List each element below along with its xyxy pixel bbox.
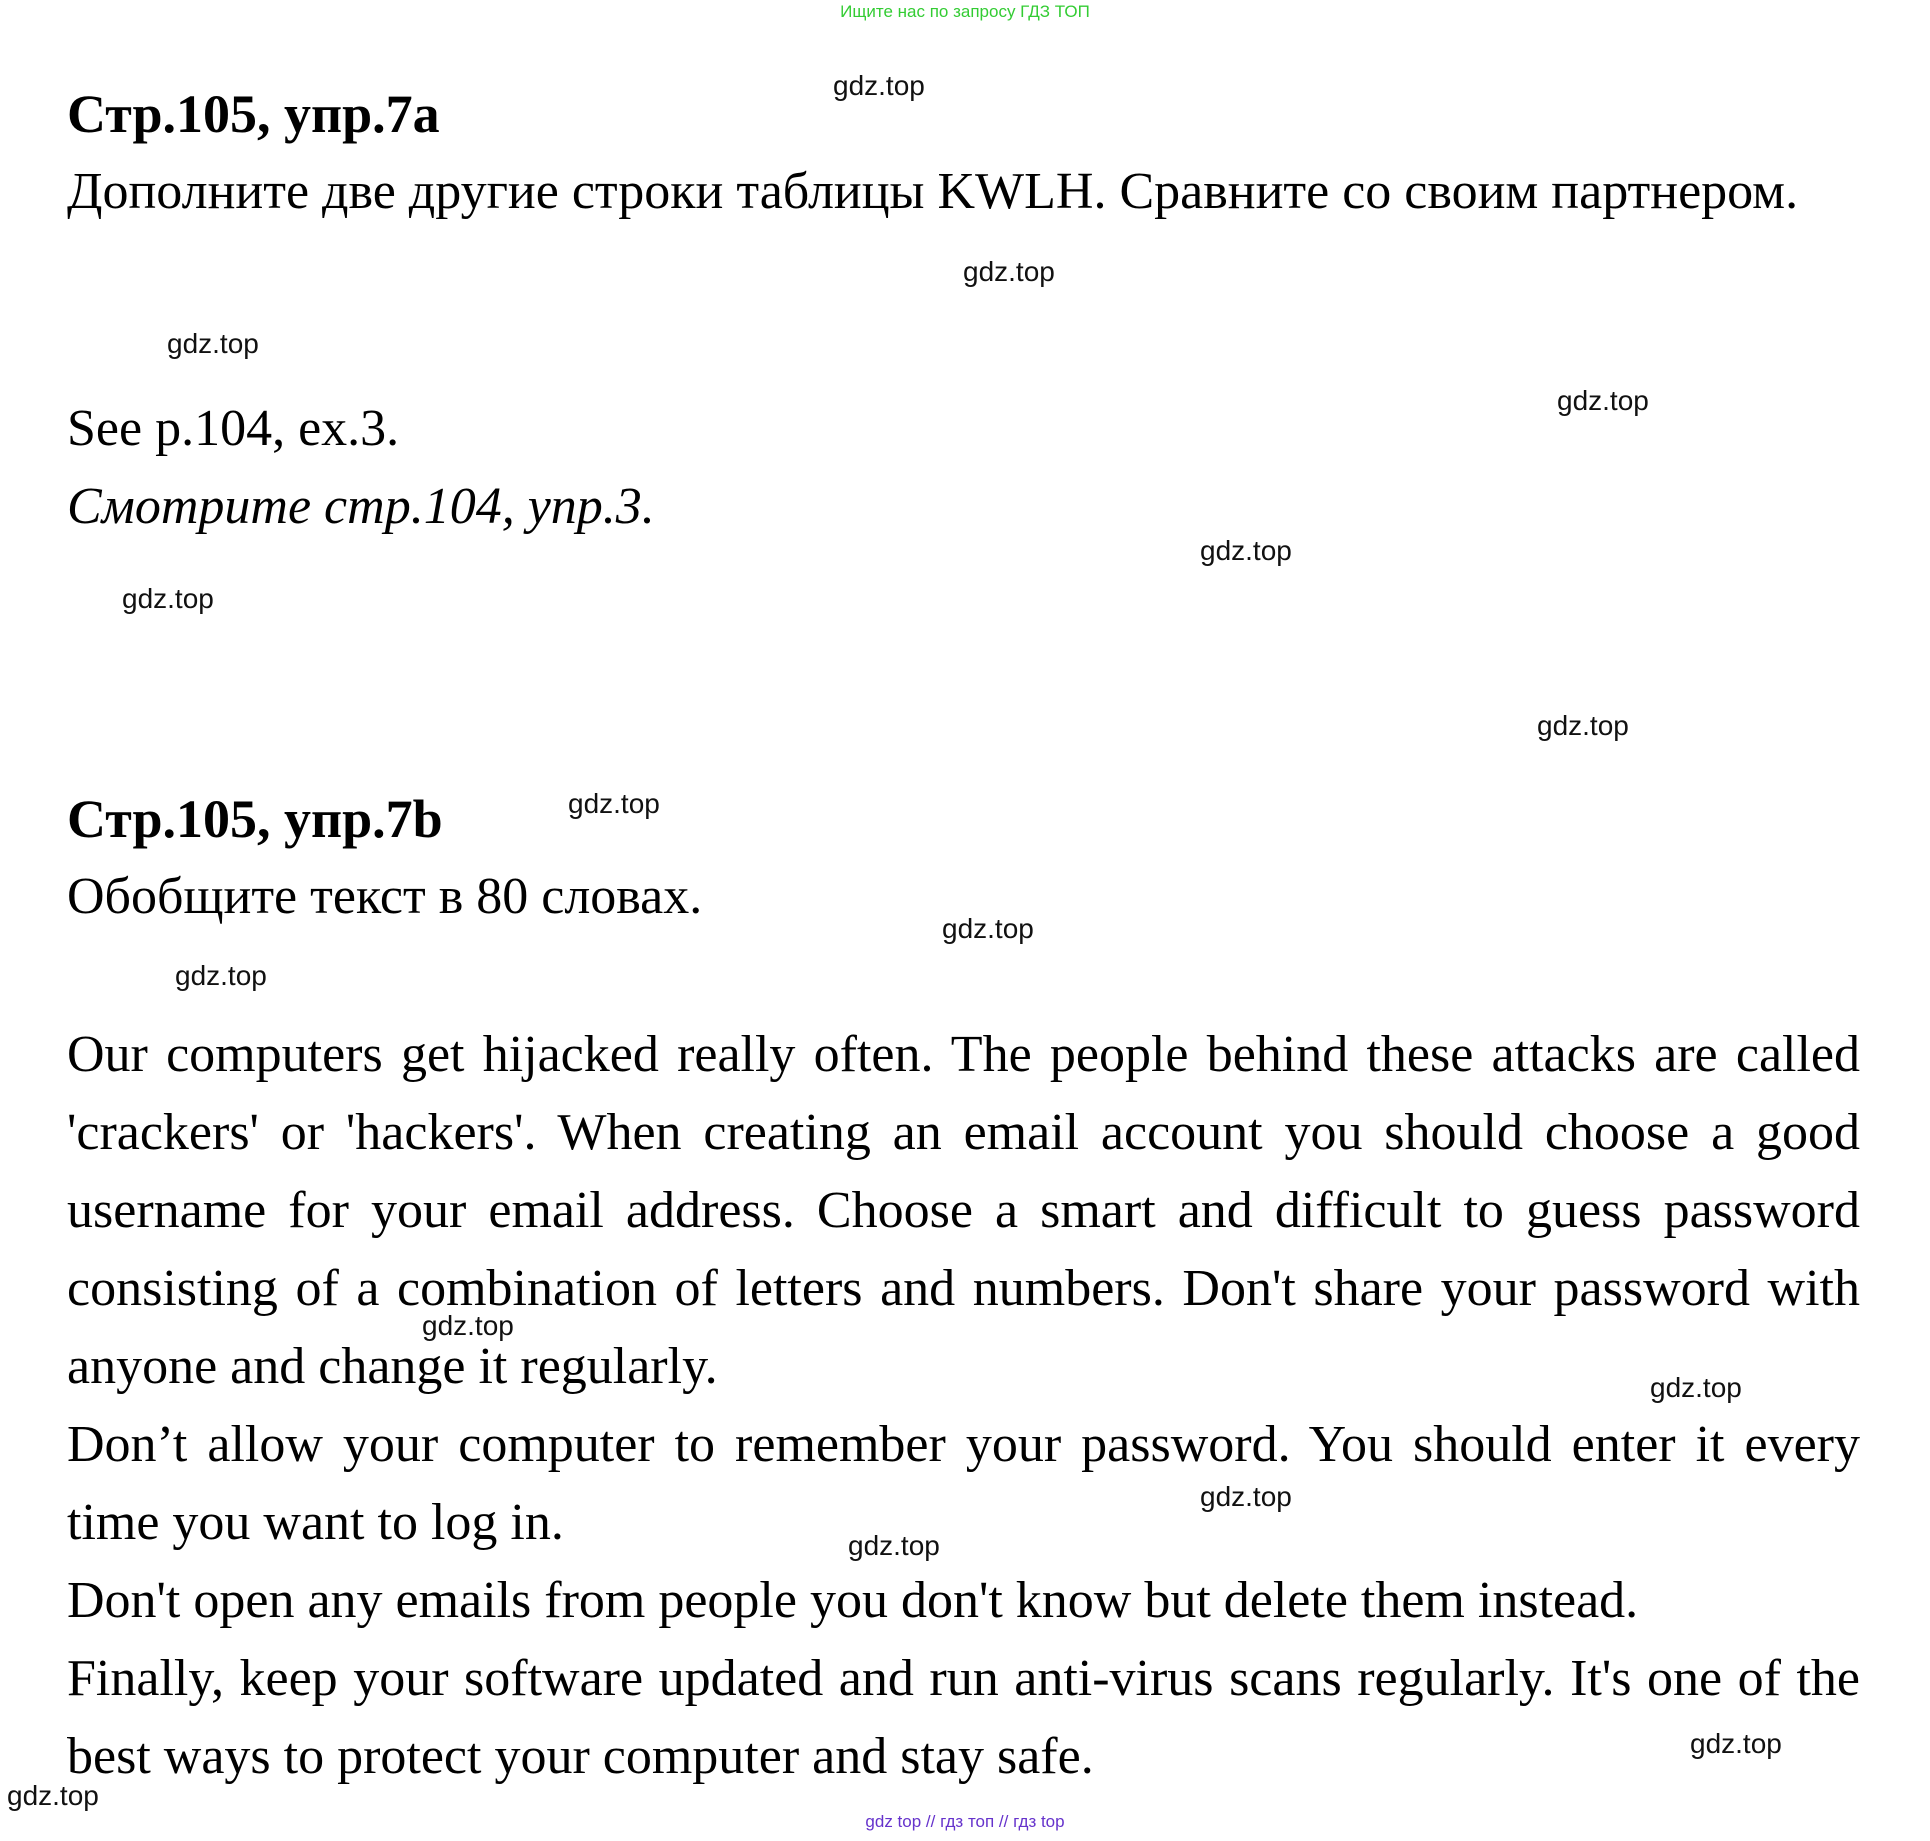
top-banner: Ищите нас по запросу ГДЗ ТОП <box>840 2 1090 21</box>
watermark: gdz.top <box>1200 535 1292 566</box>
summary-paragraph: Don’t allow your computer to remember your password. You should enter it every time you want to log in. <box>67 1416 1860 1551</box>
watermark: gdz.top <box>833 70 925 101</box>
watermark: gdz.top <box>1537 710 1629 741</box>
watermark: gdz.top <box>7 1780 99 1811</box>
section-b-heading: Стр.105, упр.7b <box>67 789 443 849</box>
bottom-banner: gdz top // гдз топ // гдз top <box>865 1812 1065 1831</box>
watermark: gdz.top <box>167 328 259 359</box>
watermark: gdz.top <box>963 256 1055 287</box>
watermark: gdz.top <box>1200 1481 1292 1512</box>
watermark: gdz.top <box>942 913 1034 944</box>
summary-paragraph: Finally, keep your software updated and run anti-virus scans regularly. It's one of the best ways to protect your computer and stay safe. <box>67 1650 1860 1785</box>
section-a-heading: Стр.105, упр.7a <box>67 84 440 144</box>
answer-english: See p.104, ex.3. <box>67 400 400 457</box>
answer-russian: Смотрите стр.104, упр.3. <box>67 478 655 535</box>
watermark: gdz.top <box>848 1530 940 1561</box>
watermark: gdz.top <box>175 960 267 991</box>
summary-paragraph: Our computers get hijacked really often. The people behind these attacks are called 'crackers' or 'hackers'. When creating an email account you should choose a good username for your email address. Choose a smart and difficult to guess password consisting of a combination of letters and numbers. Don't share your password with anyone and change it regularly. <box>67 1026 1860 1395</box>
section-b-task: Обобщите текст в 80 словах. <box>67 868 703 925</box>
watermark: gdz.top <box>568 788 660 819</box>
section-a-task: Дополните две другие строки таблицы KWLH. Сравните со своим партнером. <box>67 163 1799 220</box>
section-a <box>67 75 1860 231</box>
watermark: gdz.top <box>122 583 214 614</box>
section-b-text <box>67 1016 1860 1796</box>
summary-paragraph: Don't open any emails from people you don't know but delete them instead. <box>67 1572 1639 1629</box>
watermark: gdz.top <box>1557 385 1649 416</box>
watermark: gdz.top <box>422 1310 514 1341</box>
watermark: gdz.top <box>1650 1372 1742 1403</box>
watermark: gdz.top <box>1690 1728 1782 1759</box>
